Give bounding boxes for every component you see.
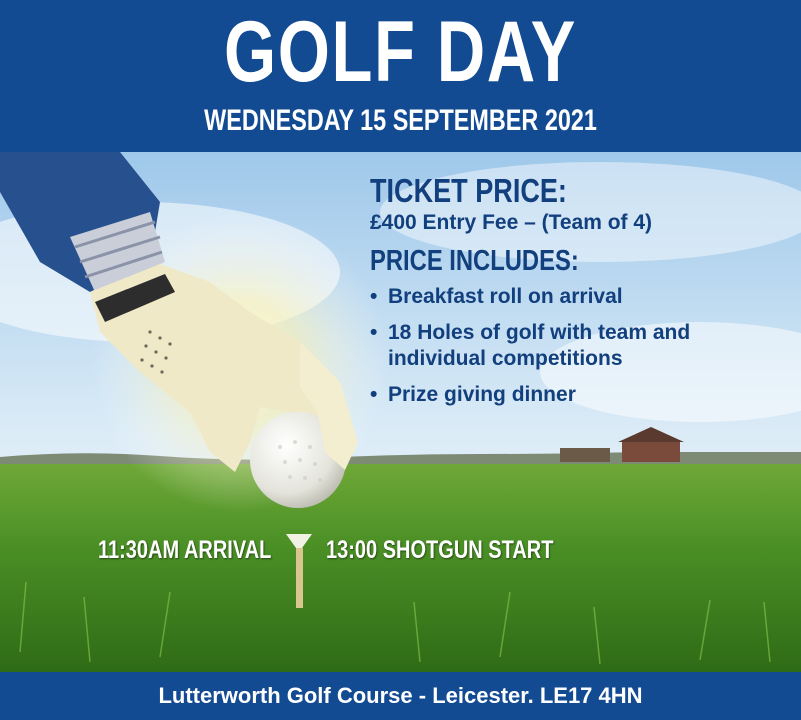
list-item-text: 18 Holes of golf with team and individual competitions [388, 321, 691, 370]
list-item [370, 320, 790, 372]
shotgun-start-time: 13:00 SHOTGUN START [326, 536, 554, 564]
header-banner [0, 0, 801, 152]
bullet-icon: • [370, 321, 378, 344]
price-includes-heading: PRICE INCLUDES: [370, 245, 579, 277]
list-item-text: Prize giving dinner [388, 383, 576, 406]
includes-list [370, 284, 790, 408]
list-item-text: Breakfast roll on arrival [388, 285, 623, 308]
list-item [370, 284, 790, 310]
ticket-info-panel [370, 172, 790, 418]
ticket-price-heading: TICKET PRICE: [370, 172, 567, 209]
event-title: GOLF DAY [224, 4, 577, 100]
event-date: WEDNESDAY 15 SEPTEMBER 2021 [204, 104, 597, 137]
list-item [370, 382, 790, 408]
bullet-icon: • [370, 285, 378, 308]
bullet-icon: • [370, 383, 378, 406]
venue-address: Lutterworth Golf Course - Leicester. LE17 4HN [158, 683, 643, 708]
schedule-times [0, 530, 801, 570]
venue-footer [0, 672, 801, 720]
arrival-time: 11:30AM ARRIVAL [98, 536, 272, 564]
entry-fee-text: £400 Entry Fee – (Team of 4) [370, 211, 653, 234]
